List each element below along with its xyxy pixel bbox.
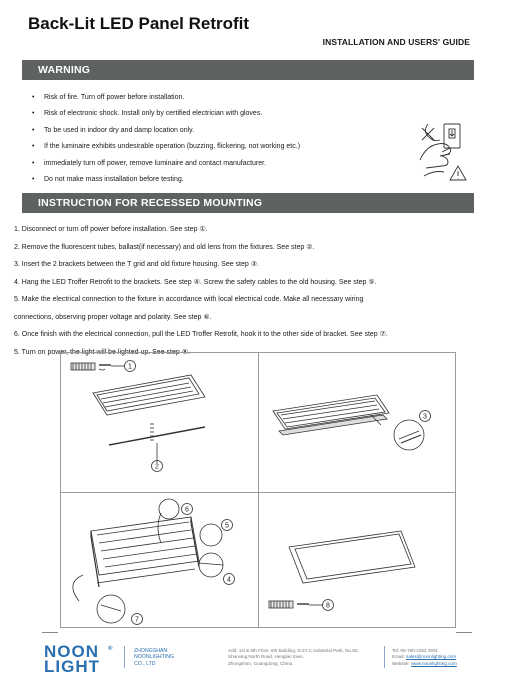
diagram-panel-step-3 bbox=[259, 353, 457, 492]
diagram-panel-step-4-7 bbox=[61, 493, 258, 629]
email-link[interactable]: sales@noonlighting.com bbox=[406, 654, 457, 660]
contact-website-row bbox=[392, 661, 492, 667]
website-label: Website: bbox=[392, 660, 412, 666]
instruction-steps bbox=[14, 221, 506, 361]
brand-logo bbox=[44, 642, 114, 676]
warning-item: • If the luminaire exhibits undesirable operation (buzzing, flickering, not working etc.) bbox=[30, 139, 410, 155]
company-contact bbox=[392, 648, 492, 667]
company-line: CO., LTD bbox=[134, 660, 156, 667]
contact-tel: Tel: 86-760-2253 2901 bbox=[392, 648, 438, 653]
address-line: Add: 1st & 5th Floor, 6th Building, D.ZY.C Industrial Park, No.80, bbox=[228, 648, 359, 653]
footer-separator bbox=[124, 646, 125, 668]
hand-switch-warning-icon bbox=[418, 120, 474, 184]
logo-line-1: NOON bbox=[44, 642, 99, 661]
breaker-switch-icon bbox=[71, 363, 95, 370]
callout-6: 6 bbox=[185, 506, 189, 514]
warning-list bbox=[30, 90, 410, 188]
warning-item: • Risk of fire. Turn off power before installation. bbox=[30, 90, 410, 106]
warning-item: • To be used in indoor dry and damp location only. bbox=[30, 123, 410, 139]
instruction-line: 4. Hang the LED Troffer Retrofit to the brackets. See step ④. Screw the safety cables to the old housing. See step ⑤. bbox=[14, 278, 377, 286]
callout-7: 7 bbox=[135, 616, 139, 624]
address-line: Zhongshan, Guangdong, China. bbox=[228, 660, 294, 666]
footer-rule-left bbox=[42, 632, 58, 633]
warning-heading: WARNING bbox=[22, 60, 474, 80]
callout-2: 2 bbox=[155, 463, 159, 471]
footer-separator bbox=[384, 646, 385, 668]
address-line: Shunxing North Road, Henglan town, bbox=[228, 654, 304, 660]
website-link[interactable]: www.noonlighting.com bbox=[411, 660, 457, 666]
instruction-line: 2. Remove the fluorescent tubes, ballast(if necessary) and old lens from the fixtures. See step ②. bbox=[14, 243, 315, 251]
page-title: Back-Lit LED Panel Retrofit bbox=[28, 14, 250, 33]
instruction-line: connections, observing proper voltage and polarity. See step ⑥. bbox=[14, 313, 212, 321]
callout-4: 4 bbox=[227, 576, 231, 584]
warning-item: • Risk of electronic shock. Install only by certified electrician with gloves. bbox=[30, 106, 410, 122]
callout-8: 8 bbox=[326, 602, 330, 610]
instruction-line: 3. Insert the 2 brackets between the T grid and old fixture housing. See step ③. bbox=[14, 261, 259, 268]
company-name bbox=[134, 648, 174, 667]
callout-5: 5 bbox=[225, 522, 229, 530]
logo-line-2: LIGHT bbox=[44, 657, 100, 676]
warning-item: • Do not make mass installation before testing. bbox=[30, 172, 410, 188]
company-address bbox=[228, 648, 378, 667]
page-subtitle: INSTALLATION AND USERS' GUIDE bbox=[322, 37, 470, 47]
warning-item: • immediately turn off power, remove luminaire and contact manufacturer. bbox=[30, 156, 410, 172]
company-line: ZHONGSHAN bbox=[134, 648, 168, 654]
instruction-line: 5. Turn on power, the light will be lighted up. See step ⑧. bbox=[14, 348, 190, 356]
company-line: NOONLIGHTING bbox=[134, 654, 175, 661]
footer-rule-right bbox=[456, 632, 472, 633]
registered-mark: ® bbox=[108, 646, 114, 652]
callout-1: 1 bbox=[128, 363, 132, 371]
diagram-panel-step-8 bbox=[259, 493, 457, 629]
instruction-line: 5. Make the electrical connection to the fixture in accordance with local electrical code. Make all necessary wiring bbox=[14, 296, 364, 303]
installation-diagram bbox=[60, 352, 456, 628]
instruction-heading: INSTRUCTION FOR RECESSED MOUNTING bbox=[22, 193, 474, 213]
email-label: Email: bbox=[392, 654, 407, 660]
instruction-line: 1. Disconnect or turn off power before installation. See step ①. bbox=[14, 226, 208, 233]
instruction-line: 6. Once finish with the electrical connection, pull the LED Troffer Retrofit, hook it to the other side of bracket. See step ⑦. bbox=[14, 331, 388, 338]
callout-3: 3 bbox=[423, 413, 427, 421]
diagram-panel-step-1-2 bbox=[61, 353, 258, 492]
